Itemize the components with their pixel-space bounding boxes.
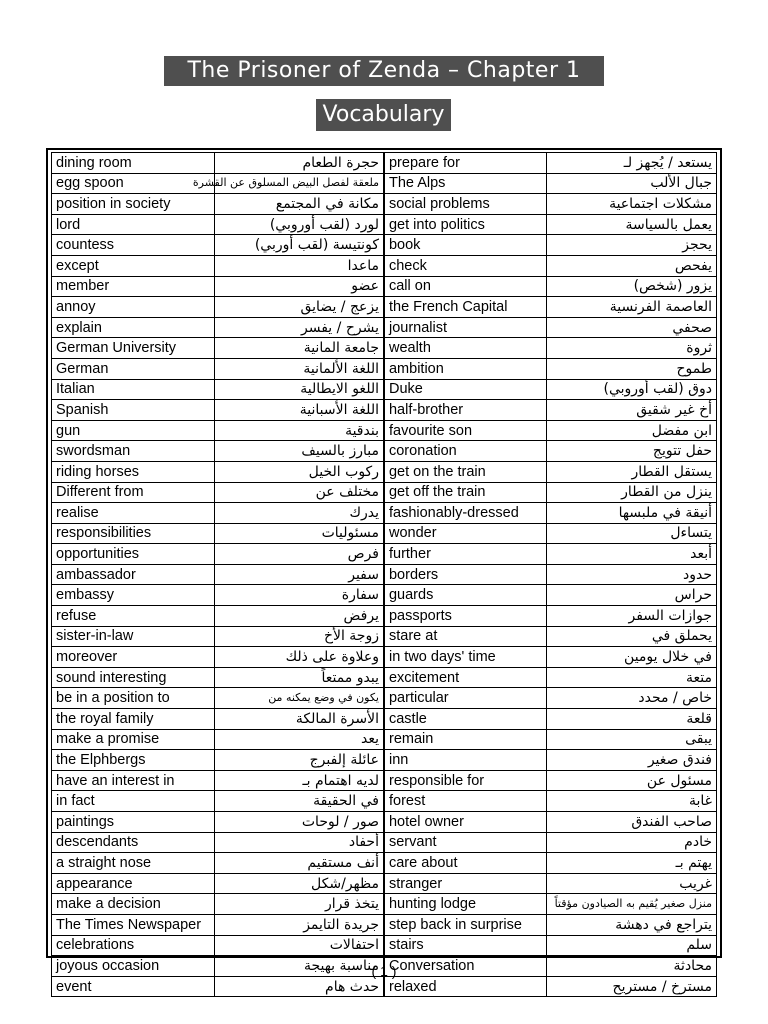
arabic-translation: صور / لوحات bbox=[214, 812, 384, 833]
english-term: make a decision bbox=[52, 894, 215, 915]
table-row bbox=[52, 358, 717, 379]
arabic-translation: خاص / محدد bbox=[547, 688, 717, 709]
arabic-translation: أنيقة في ملبسها bbox=[547, 503, 717, 524]
english-term: Duke bbox=[384, 379, 547, 400]
arabic-translation: يبقى bbox=[547, 729, 717, 750]
arabic-translation: يدرك bbox=[214, 503, 384, 524]
arabic-translation: الأسرة المالكة bbox=[214, 709, 384, 730]
table-row bbox=[52, 770, 717, 791]
table-row bbox=[52, 832, 717, 853]
english-term: annoy bbox=[52, 297, 215, 318]
english-term: social problems bbox=[384, 194, 547, 215]
english-term: hotel owner bbox=[384, 812, 547, 833]
english-term: get off the train bbox=[384, 482, 547, 503]
arabic-translation: وعلاوة على ذلك bbox=[214, 647, 384, 668]
english-term: in fact bbox=[52, 791, 215, 812]
arabic-translation: جبال الألب bbox=[547, 173, 717, 194]
table-row bbox=[52, 420, 717, 441]
english-term: explain bbox=[52, 317, 215, 338]
table-row bbox=[52, 214, 717, 235]
english-term: fashionably-dressed bbox=[384, 503, 547, 524]
arabic-translation: سفارة bbox=[214, 585, 384, 606]
english-term: Italian bbox=[52, 379, 215, 400]
arabic-translation: يهتم بـ bbox=[547, 853, 717, 874]
arabic-translation: عضو bbox=[214, 276, 384, 297]
arabic-translation: يتخذ قرار bbox=[214, 894, 384, 915]
english-term: a straight nose bbox=[52, 853, 215, 874]
arabic-translation: فرص bbox=[214, 544, 384, 565]
arabic-translation: أخ غير شقيق bbox=[547, 400, 717, 421]
arabic-translation: جامعة المانية bbox=[214, 338, 384, 359]
table-row bbox=[52, 914, 717, 935]
english-term: Conversation bbox=[384, 956, 547, 977]
english-term: sister-in-law bbox=[52, 626, 215, 647]
english-term: moreover bbox=[52, 647, 215, 668]
vocabulary-table bbox=[46, 148, 722, 995]
arabic-translation: قلعة bbox=[547, 709, 717, 730]
arabic-translation: ماعدا bbox=[214, 255, 384, 276]
table-row bbox=[52, 688, 717, 709]
table-row bbox=[52, 812, 717, 833]
english-term: forest bbox=[384, 791, 547, 812]
english-term: event bbox=[52, 976, 215, 997]
english-term: The Times Newspaper bbox=[52, 914, 215, 935]
table-row bbox=[52, 400, 717, 421]
arabic-translation: يعمل بالسياسة bbox=[547, 214, 717, 235]
table-row bbox=[52, 729, 717, 750]
english-term: be in a position to bbox=[52, 688, 215, 709]
table-row bbox=[52, 791, 717, 812]
english-term: get on the train bbox=[384, 461, 547, 482]
english-term: further bbox=[384, 544, 547, 565]
english-term: responsible for bbox=[384, 770, 547, 791]
arabic-translation: مظهر/شكل bbox=[214, 873, 384, 894]
arabic-translation: مناسبة بهيجة bbox=[214, 956, 384, 977]
english-term: passports bbox=[384, 606, 547, 627]
table-row bbox=[52, 503, 717, 524]
arabic-translation: خادم bbox=[547, 832, 717, 853]
english-term: riding horses bbox=[52, 461, 215, 482]
english-term: guards bbox=[384, 585, 547, 606]
arabic-translation: مسئوليات bbox=[214, 523, 384, 544]
arabic-translation: ابن مفضل bbox=[547, 420, 717, 441]
english-term: Different from bbox=[52, 482, 215, 503]
arabic-translation: يحجز bbox=[547, 235, 717, 256]
page-subtitle: Vocabulary bbox=[316, 99, 451, 131]
table-row bbox=[52, 976, 717, 997]
english-term: remain bbox=[384, 729, 547, 750]
arabic-translation: يحملق في bbox=[547, 626, 717, 647]
arabic-translation: مبارز بالسيف bbox=[214, 441, 384, 462]
arabic-translation: يفحص bbox=[547, 255, 717, 276]
english-term: lord bbox=[52, 214, 215, 235]
arabic-translation: لديه اهتمام بـ bbox=[214, 770, 384, 791]
arabic-translation: جريدة التايمز bbox=[214, 914, 384, 935]
english-term: make a promise bbox=[52, 729, 215, 750]
table-row bbox=[52, 153, 717, 174]
arabic-translation: فندق صغير bbox=[547, 750, 717, 771]
arabic-translation: بندقية bbox=[214, 420, 384, 441]
arabic-translation: طموح bbox=[547, 358, 717, 379]
english-term: borders bbox=[384, 564, 547, 585]
arabic-translation: محادثة bbox=[547, 956, 717, 977]
english-term: stranger bbox=[384, 873, 547, 894]
english-term: care about bbox=[384, 853, 547, 874]
english-term: descendants bbox=[52, 832, 215, 853]
table-row bbox=[52, 194, 717, 215]
arabic-translation: يستقل القطار bbox=[547, 461, 717, 482]
english-term: appearance bbox=[52, 873, 215, 894]
english-term: wonder bbox=[384, 523, 547, 544]
english-term: wealth bbox=[384, 338, 547, 359]
english-term: book bbox=[384, 235, 547, 256]
english-term: the Elphbergs bbox=[52, 750, 215, 771]
english-term: favourite son bbox=[384, 420, 547, 441]
english-term: dining room bbox=[52, 153, 215, 174]
english-term: gun bbox=[52, 420, 215, 441]
table-row bbox=[52, 667, 717, 688]
table-row bbox=[52, 482, 717, 503]
arabic-translation: اللغة الألمانية bbox=[214, 358, 384, 379]
english-term: relaxed bbox=[384, 976, 547, 997]
table-row bbox=[52, 853, 717, 874]
table-row bbox=[52, 235, 717, 256]
table-row bbox=[52, 709, 717, 730]
arabic-translation: اللغة الأسبانية bbox=[214, 400, 384, 421]
english-term: embassy bbox=[52, 585, 215, 606]
english-term: inn bbox=[384, 750, 547, 771]
arabic-translation: العاصمة الفرنسية bbox=[547, 297, 717, 318]
arabic-translation: اللغو الايطالية bbox=[214, 379, 384, 400]
english-term: position in society bbox=[52, 194, 215, 215]
table-row bbox=[52, 873, 717, 894]
arabic-translation: أبعد bbox=[547, 544, 717, 565]
english-term: refuse bbox=[52, 606, 215, 627]
english-term: in two days' time bbox=[384, 647, 547, 668]
vocabulary-table-body bbox=[52, 153, 717, 997]
english-term: opportunities bbox=[52, 544, 215, 565]
table-row bbox=[52, 894, 717, 915]
english-term: the French Capital bbox=[384, 297, 547, 318]
english-term: countess bbox=[52, 235, 215, 256]
english-term: sound interesting bbox=[52, 667, 215, 688]
arabic-translation: زوجة الأخ bbox=[214, 626, 384, 647]
english-term: member bbox=[52, 276, 215, 297]
arabic-translation: أنف مستقيم bbox=[214, 853, 384, 874]
arabic-translation: غابة bbox=[547, 791, 717, 812]
english-term: prepare for bbox=[384, 153, 547, 174]
english-term: coronation bbox=[384, 441, 547, 462]
arabic-translation: متعة bbox=[547, 667, 717, 688]
arabic-translation: منزل صغير يُقيم به الصيادون مؤقتاً bbox=[547, 894, 717, 915]
arabic-translation: حدث هام bbox=[214, 976, 384, 997]
page-number: ( 1 ) bbox=[371, 963, 397, 979]
table-row bbox=[52, 647, 717, 668]
english-term: stairs bbox=[384, 935, 547, 956]
english-term: step back in surprise bbox=[384, 914, 547, 935]
english-term: check bbox=[384, 255, 547, 276]
table-row bbox=[52, 750, 717, 771]
english-term: The Alps bbox=[384, 173, 547, 194]
arabic-translation: ملعقة لفصل البيض المسلوق عن القشرة bbox=[214, 173, 384, 194]
english-term: paintings bbox=[52, 812, 215, 833]
table-row bbox=[52, 461, 717, 482]
arabic-translation: يكون في وضع يمكنه من bbox=[214, 688, 384, 709]
table-row bbox=[52, 317, 717, 338]
english-term: half-brother bbox=[384, 400, 547, 421]
arabic-translation: يبدو ممتعاً bbox=[214, 667, 384, 688]
english-term: realise bbox=[52, 503, 215, 524]
arabic-translation: سلم bbox=[547, 935, 717, 956]
arabic-translation: يعد bbox=[214, 729, 384, 750]
english-term: castle bbox=[384, 709, 547, 730]
arabic-translation: مسئول عن bbox=[547, 770, 717, 791]
table-row bbox=[52, 297, 717, 318]
table-row bbox=[52, 255, 717, 276]
english-term: Spanish bbox=[52, 400, 215, 421]
english-term: journalist bbox=[384, 317, 547, 338]
arabic-translation: صحفي bbox=[547, 317, 717, 338]
english-term: hunting lodge bbox=[384, 894, 547, 915]
arabic-translation: حفل تتويج bbox=[547, 441, 717, 462]
arabic-translation: مشكلات اجتماعية bbox=[547, 194, 717, 215]
arabic-translation: مختلف عن bbox=[214, 482, 384, 503]
arabic-translation: ركوب الخيل bbox=[214, 461, 384, 482]
arabic-translation: يستعد / يُجهز لـ bbox=[547, 153, 717, 174]
arabic-translation: في خلال يومين bbox=[547, 647, 717, 668]
arabic-translation: لورد (لقب أوروبي) bbox=[214, 214, 384, 235]
arabic-translation: صاحب الفندق bbox=[547, 812, 717, 833]
english-term: joyous occasion bbox=[52, 956, 215, 977]
arabic-translation: أحفاد bbox=[214, 832, 384, 853]
arabic-translation: جوازات السفر bbox=[547, 606, 717, 627]
english-term: stare at bbox=[384, 626, 547, 647]
arabic-translation: في الحقيقة bbox=[214, 791, 384, 812]
english-term: egg spoon bbox=[52, 173, 215, 194]
english-term: except bbox=[52, 255, 215, 276]
arabic-translation: حراس bbox=[547, 585, 717, 606]
table-row bbox=[52, 379, 717, 400]
arabic-translation: يرفض bbox=[214, 606, 384, 627]
english-term: call on bbox=[384, 276, 547, 297]
table-row bbox=[52, 523, 717, 544]
english-term: get into politics bbox=[384, 214, 547, 235]
english-term: German bbox=[52, 358, 215, 379]
table-row bbox=[52, 173, 717, 194]
arabic-translation: دوق (لقب أوروبي) bbox=[547, 379, 717, 400]
arabic-translation: ينزل من القطار bbox=[547, 482, 717, 503]
english-term: German University bbox=[52, 338, 215, 359]
english-term: excitement bbox=[384, 667, 547, 688]
english-term: particular bbox=[384, 688, 547, 709]
arabic-translation: عائلة إلفبرج bbox=[214, 750, 384, 771]
arabic-translation: يشرح / يفسر bbox=[214, 317, 384, 338]
english-term: ambition bbox=[384, 358, 547, 379]
arabic-translation: يزور (شخص) bbox=[547, 276, 717, 297]
arabic-translation: احتفالات bbox=[214, 935, 384, 956]
arabic-translation: مكانة في المجتمع bbox=[214, 194, 384, 215]
arabic-translation: سفير bbox=[214, 564, 384, 585]
arabic-translation: حدود bbox=[547, 564, 717, 585]
table-row bbox=[52, 935, 717, 956]
table-row bbox=[52, 564, 717, 585]
arabic-translation: يزعج / يضايق bbox=[214, 297, 384, 318]
table-row bbox=[52, 544, 717, 565]
english-term: the royal family bbox=[52, 709, 215, 730]
arabic-translation: مسترخ / مستريح bbox=[547, 976, 717, 997]
table-row bbox=[52, 441, 717, 462]
arabic-translation: ثروة bbox=[547, 338, 717, 359]
arabic-translation: حجرة الطعام bbox=[214, 153, 384, 174]
arabic-translation: يتراجع في دهشة bbox=[547, 914, 717, 935]
english-term: celebrations bbox=[52, 935, 215, 956]
page-title: The Prisoner of Zenda – Chapter 1 bbox=[164, 56, 604, 86]
arabic-translation: غريب bbox=[547, 873, 717, 894]
table-row bbox=[52, 626, 717, 647]
arabic-translation: يتساءل bbox=[547, 523, 717, 544]
english-term: have an interest in bbox=[52, 770, 215, 791]
english-term: responsibilities bbox=[52, 523, 215, 544]
table-row bbox=[52, 585, 717, 606]
english-term: ambassador bbox=[52, 564, 215, 585]
english-term: servant bbox=[384, 832, 547, 853]
table-row bbox=[52, 606, 717, 627]
english-term: swordsman bbox=[52, 441, 215, 462]
table-row bbox=[52, 276, 717, 297]
arabic-translation: كونتيسة (لقب أوربي) bbox=[214, 235, 384, 256]
table-row bbox=[52, 338, 717, 359]
